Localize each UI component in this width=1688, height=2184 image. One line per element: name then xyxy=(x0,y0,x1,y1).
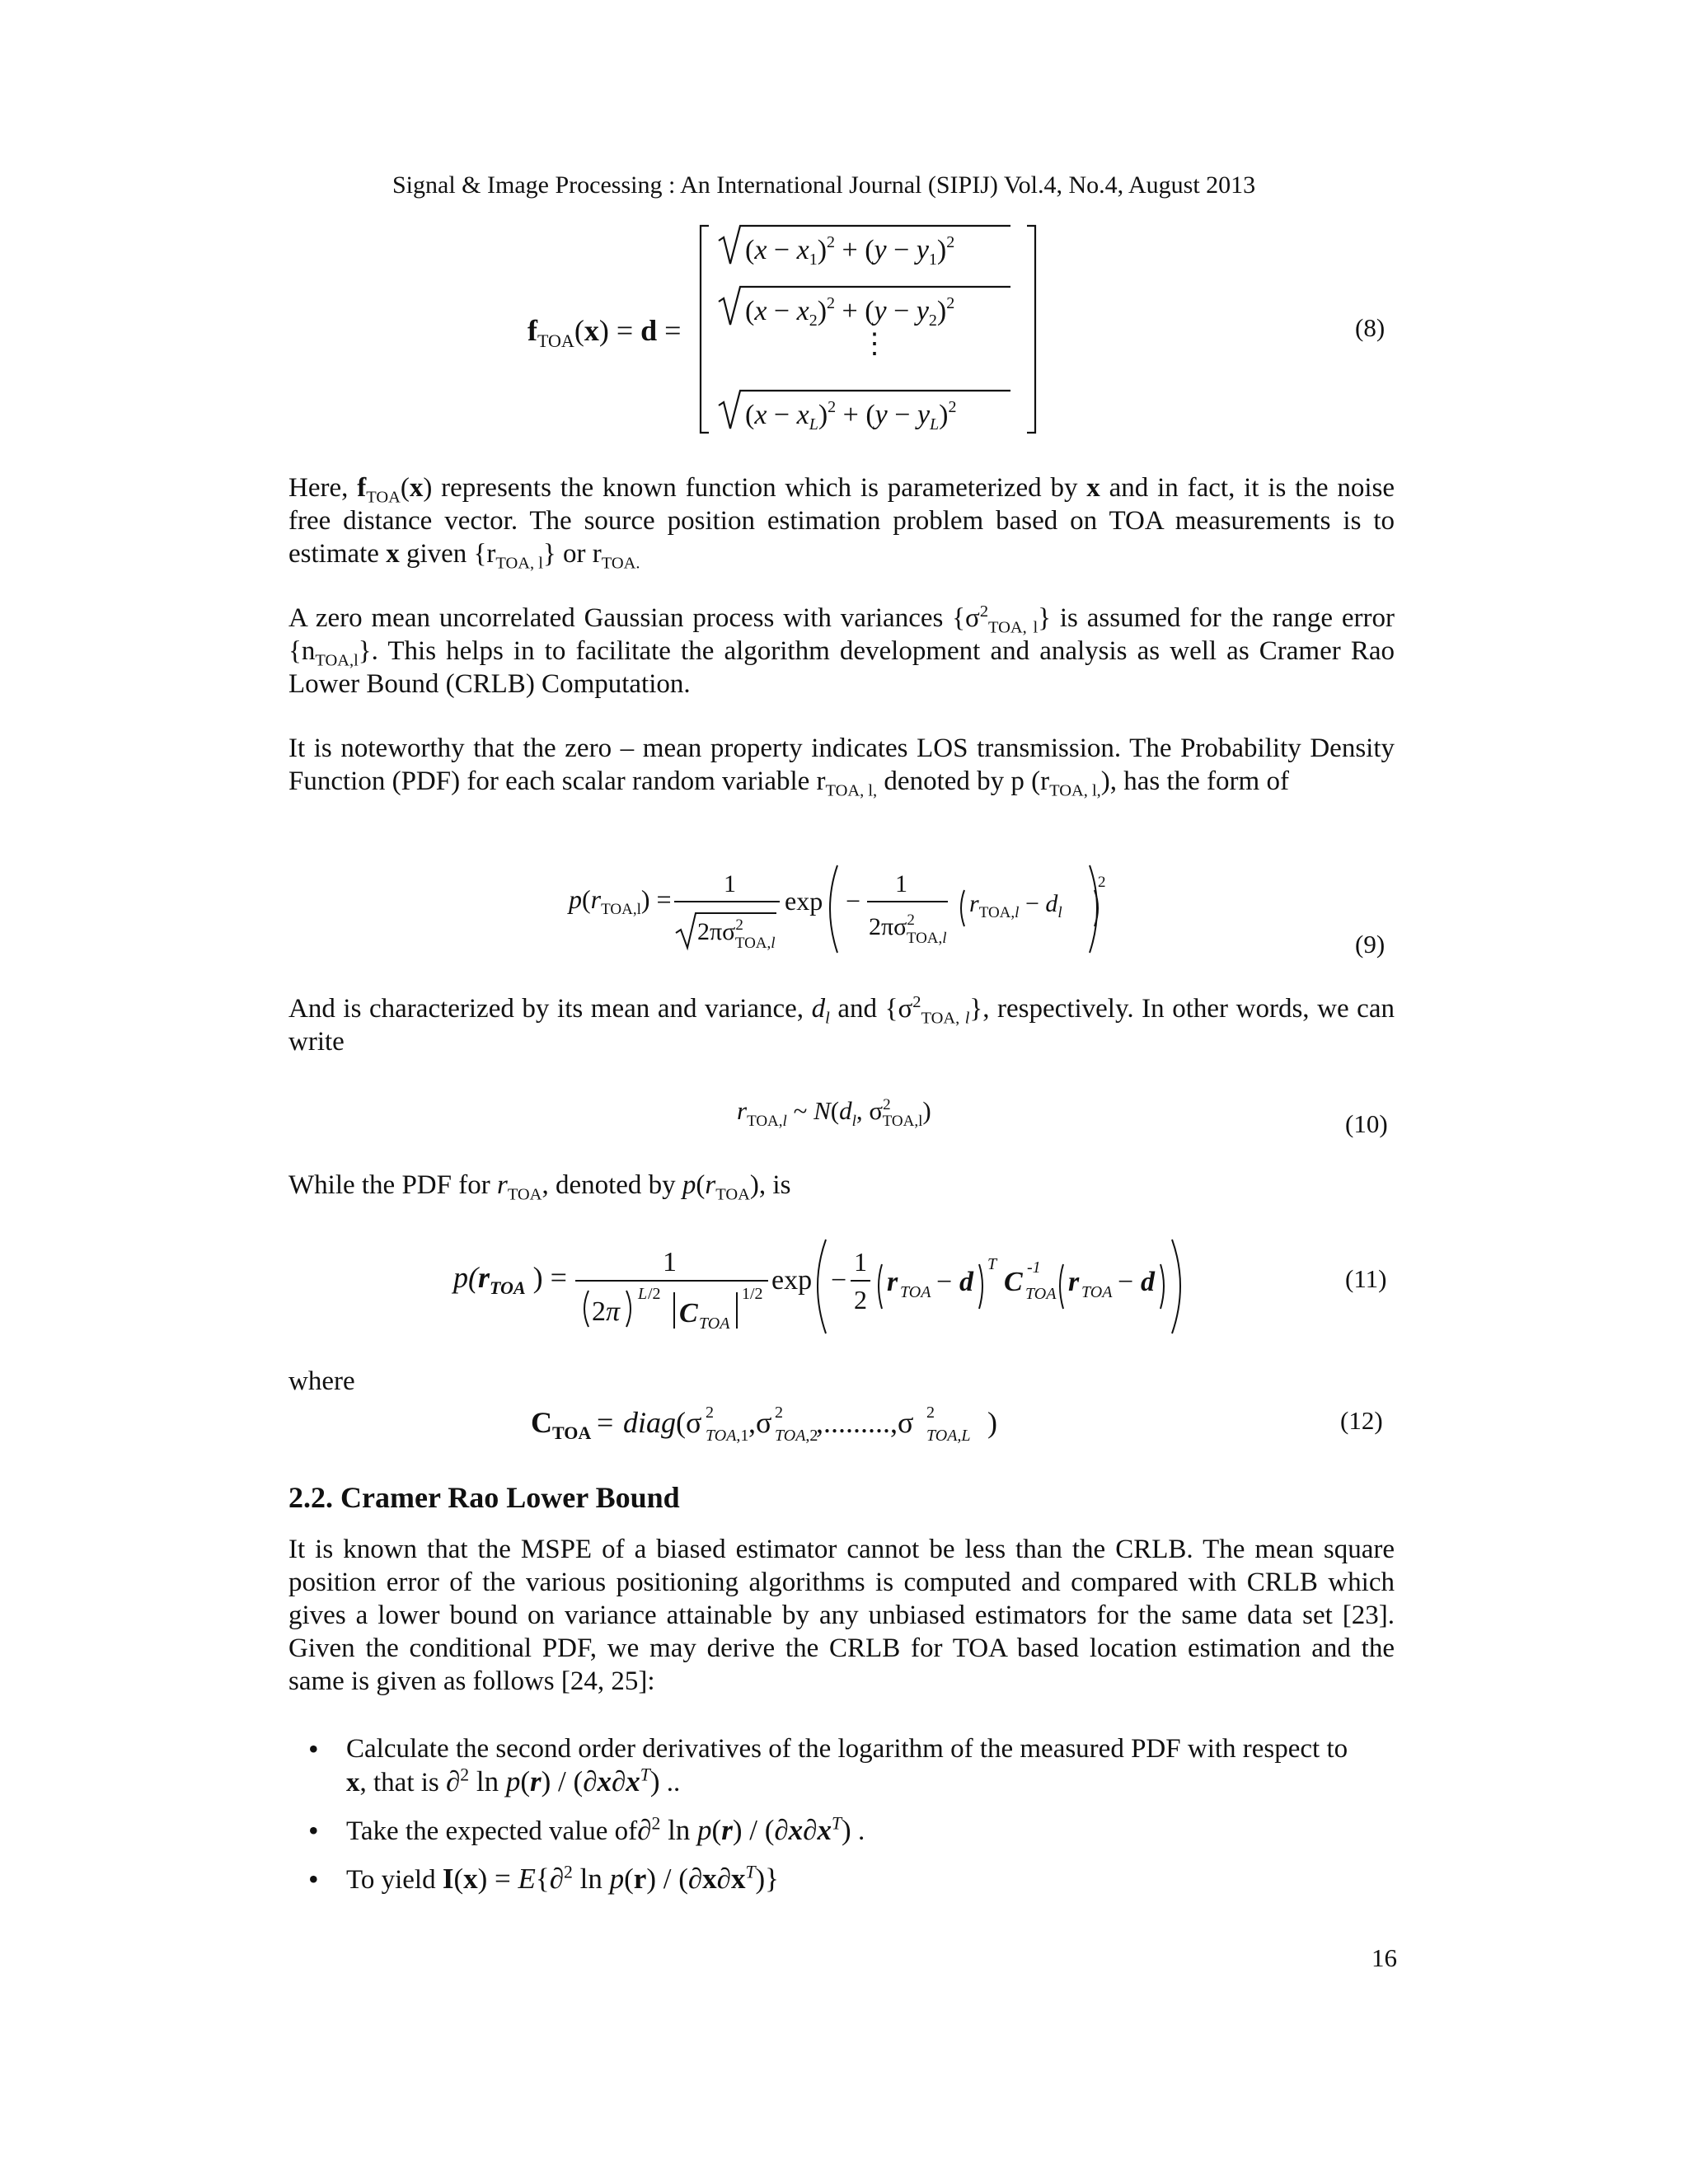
bullet3-formula: I(x) = E{∂$^2$ $\ln p(r) / (\partial x\partial x^T)$} xyxy=(442,1862,779,1895)
page-number: 16 xyxy=(1372,1943,1397,1972)
where-label: where xyxy=(288,1366,355,1396)
svg-text:d: d xyxy=(959,1267,973,1297)
svg-text:⋮: ⋮ xyxy=(860,329,889,359)
svg-text:r: r xyxy=(1068,1267,1080,1297)
bullet-list xyxy=(288,1732,1395,1911)
svg-text:exp: exp xyxy=(771,1265,813,1296)
svg-text:C: C xyxy=(679,1298,698,1329)
paragraph-4: And is characterized by its mean and variance, $d_l$ and $\{\sigma^2_{TOA, l}\}$, respectively. In other words, we can write xyxy=(288,993,1395,1057)
eq9-number: (9) xyxy=(1355,930,1386,958)
svg-text:2: 2 xyxy=(1098,874,1106,891)
svg-text:(σ: (σ xyxy=(676,1406,702,1439)
eq10-number: (10) xyxy=(1345,1109,1388,1138)
svg-text:1: 1 xyxy=(895,870,907,898)
paragraph-5: While the PDF for $r_{TOA}$, denoted by $p(r_{TOA})$, is xyxy=(288,1170,791,1204)
section-heading: 2.2. Cramer Rao Lower Bound xyxy=(288,1481,680,1514)
svg-text:−: − xyxy=(831,1265,847,1296)
svg-text:2πσ2TOA,l: $2\pi\sigma^2$ TOA,l xyxy=(869,912,947,947)
eq8-number: (8) xyxy=(1355,313,1386,342)
running-header: Signal & Image Processing : An International Journal (SIPIJ) Vol.4, No.4, August 2013 xyxy=(392,171,1256,199)
svg-text:C: C xyxy=(531,1406,552,1439)
svg-text:L: L xyxy=(638,1285,648,1303)
svg-text:r: r xyxy=(887,1267,898,1297)
svg-text:TOA: TOA xyxy=(1081,1283,1113,1301)
eq11-number: (11) xyxy=(1345,1264,1387,1293)
equation-10 xyxy=(734,1088,964,1137)
svg-text:p(rTOA ) =: $p(r_{TOA}$ ) = xyxy=(453,1261,567,1298)
svg-text:1: 1 xyxy=(854,1247,867,1277)
svg-text:2: 2 xyxy=(926,1404,935,1422)
paragraph-1: Here, $f_{TOA}(x)$ represents the known function which is parameterized by x and in fact, it is the noise free distance vector. The source position estimation problem based on TOA measurements is to estimate x given $\{r_{TOA, l}\}$ or $r_{TOA.}$ xyxy=(288,473,1395,573)
svg-text:2: 2 xyxy=(706,1404,714,1422)
svg-text:diag: diag xyxy=(623,1406,677,1439)
svg-text:TOA: TOA xyxy=(1025,1285,1057,1303)
svg-text:p(rTOA,l) =: $p(r_{TOA,l})$ = xyxy=(569,884,672,918)
svg-text:): ) xyxy=(987,1406,997,1439)
svg-text:T: T xyxy=(987,1255,997,1273)
svg-text:exp: exp xyxy=(785,886,823,916)
svg-text:−: − xyxy=(936,1267,953,1297)
bullet-item-1: • Calculate the second order derivatives of the logarithm of the measured PDF with respect to x, that is ∂$^2$ $\ln p(r) / (\partial x\partial x^T)$ .. xyxy=(288,1732,1395,1799)
svg-text:TOA: TOA xyxy=(900,1283,931,1301)
svg-text:TOA,2: TOA,2 xyxy=(775,1427,818,1445)
svg-text:(x − x1)2 + (y − y1)2: $(x - x_1)^2 + (y - y_1)^2$ xyxy=(745,233,955,269)
svg-text:−: − xyxy=(1118,1267,1134,1297)
svg-text:/2: /2 xyxy=(648,1285,661,1303)
svg-text:(x − x2)2 + (y − y2)2: $(x - x_2)^2 + (y - y_2)^2$ xyxy=(745,294,955,330)
svg-text:1: 1 xyxy=(663,1247,677,1277)
bullet-item-2: • Take the expected value of∂$^2$ $\ln p(r) / (\partial x\partial x^T)$ . xyxy=(288,1814,1395,1848)
svg-text:rTOA,l − dl: $r_{TOA,}l - d_l$ xyxy=(969,890,1062,921)
eq8-matrix xyxy=(697,223,1043,437)
equation-12 xyxy=(528,1396,1039,1454)
bullet-item-3: • To yield I(x) = E{∂$^2$ $\ln p(r) / (\partial x\partial x^T)$} xyxy=(288,1863,1395,1896)
svg-text:2π: 2π xyxy=(592,1296,621,1327)
svg-text:=: = xyxy=(597,1406,614,1439)
paragraph-2: A zero mean uncorrelated Gaussian process with variances $\{\sigma^2_{TOA, l}\}$ is assumed for the range error $\{n_{TOA,l}\}$. This helps in to facilitate the algorithm development and analysis as well as Cramer Rao Lower Bound (CRLB) Computation. xyxy=(288,602,1395,699)
equation-9 xyxy=(560,857,1104,956)
svg-text:TOA: TOA xyxy=(552,1422,592,1443)
svg-text:d: d xyxy=(1141,1267,1155,1297)
svg-text:2: 2 xyxy=(854,1285,867,1315)
svg-text:2: 2 xyxy=(775,1404,783,1422)
bullet1-formula: ∂$^2$ $\ln p(r) / (\partial x\partial x^T)$ xyxy=(446,1765,660,1797)
equation-8 xyxy=(528,223,1022,437)
svg-text:,σ: ,σ xyxy=(748,1406,772,1439)
eq12-number: (12) xyxy=(1340,1406,1383,1435)
svg-text:C: C xyxy=(1004,1267,1023,1297)
paragraph-6: It is known that the MSPE of a biased estimator cannot be less than the CRLB. The mean square position error of the various positioning algorithms is computed and compared with CRLB which gives a lower bound on variance attainable by any unbiased estimators for the same data set [23]. Given the conditional PDF, we may derive the CRLB for TOA based location estimation and the same is given as follows [24, 25]: xyxy=(288,1535,1395,1696)
svg-text:1: 1 xyxy=(724,870,736,898)
svg-text:TOA,1: TOA,1 xyxy=(706,1427,749,1445)
svg-text:(x − xL)2 + (y − yL)2: $(x - x_L)^2 + (y - y_L)^2$ xyxy=(745,398,957,434)
svg-text:,.........,σ: ,.........,σ xyxy=(816,1406,914,1439)
svg-text:-1: -1 xyxy=(1027,1258,1041,1277)
svg-text:TOA: TOA xyxy=(699,1315,730,1333)
eq9-close-paren xyxy=(1088,857,1113,956)
svg-text:rTOA,l ~ N(dl, σ2TOA,l): $r_{TOA,}l$ ~ $N(d_l$, $\sigma^2$ TOA,l) xyxy=(737,1096,931,1130)
svg-text:−: − xyxy=(846,886,861,916)
eq8-lhs: $f_{TOA}(x) = d$ = xyxy=(528,314,682,352)
svg-text:2πσ2TOA,l: $2\pi\sigma^2$ TOA,l xyxy=(697,916,776,952)
svg-text:TOA,L: TOA,L xyxy=(926,1427,971,1445)
svg-text:1/2: 1/2 xyxy=(742,1285,763,1303)
equation-11 xyxy=(453,1233,1228,1340)
paragraph-3: It is noteworthy that the zero – mean property indicates LOS transmission. The Probability Density Function (PDF) for each scalar random variable $r_{TOA, l,}$ denoted by p $(r_{TOA, l,})$, has the form of xyxy=(288,733,1395,800)
bullet2-formula: ∂$^2$ $\ln p(r) / (\partial x\partial x^T)$ xyxy=(637,1813,851,1846)
